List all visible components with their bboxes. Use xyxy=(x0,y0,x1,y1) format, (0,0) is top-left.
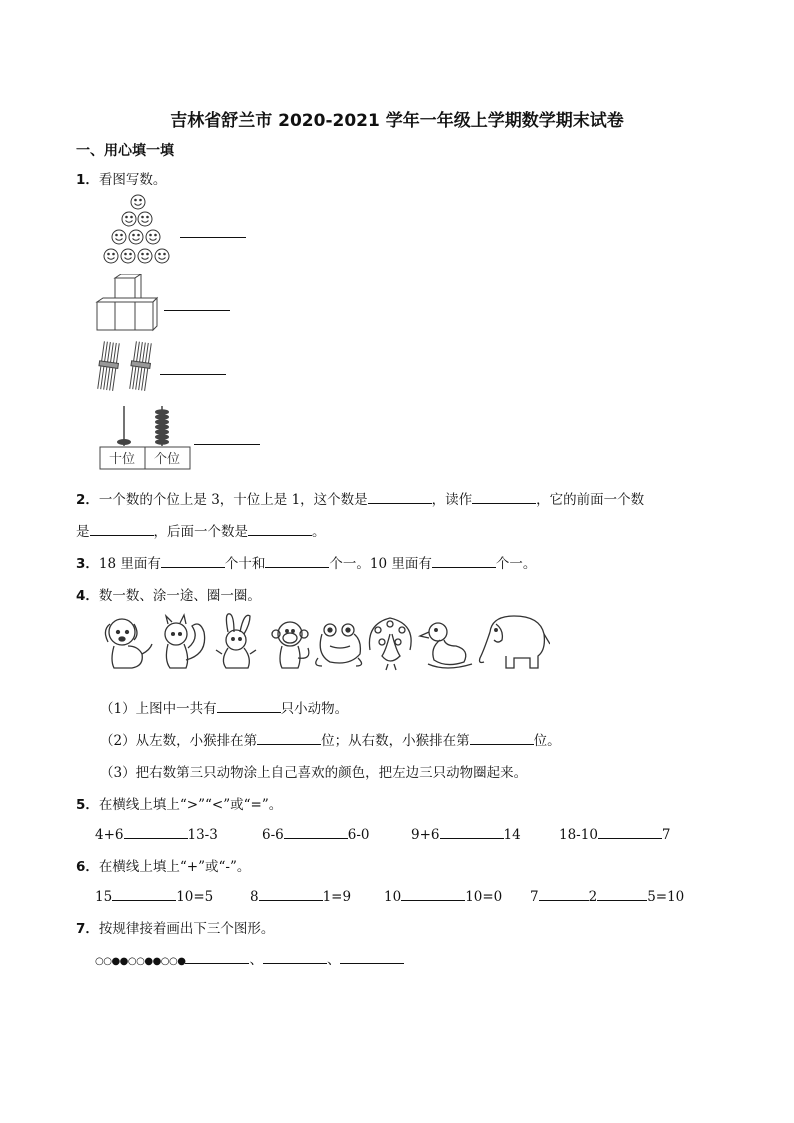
circle-pattern: ○○●●○○●●○○● xyxy=(95,956,186,967)
answer-blank[interactable] xyxy=(539,886,589,901)
question-5 xyxy=(76,793,282,813)
question-number: 7． xyxy=(76,921,99,937)
answer-blank[interactable] xyxy=(180,237,246,238)
question-text: 一个数的个位上是 3，十位上是 1，这个数是 xyxy=(98,492,368,508)
stick-bundles-image xyxy=(96,340,160,394)
question-1 xyxy=(76,168,166,188)
expression: 10=0 xyxy=(465,889,503,905)
question-text: 看图写数。 xyxy=(98,172,167,188)
answer-blank[interactable] xyxy=(161,553,225,568)
answer-blank[interactable] xyxy=(265,553,329,568)
q6-item xyxy=(530,886,684,905)
expression: 7 xyxy=(530,889,539,905)
q5-item xyxy=(411,824,521,843)
expression: 14 xyxy=(503,827,521,843)
question-text: 。 xyxy=(312,524,326,540)
expression: 13-3 xyxy=(187,827,218,843)
expression: 10 xyxy=(384,889,402,905)
expression: 18-10 xyxy=(559,827,598,843)
tens-label: 十位 xyxy=(108,452,136,467)
abacus-image xyxy=(98,402,194,472)
page-title: 吉林省舒兰市 2020-2021 学年一年级上学期数学期末试卷 xyxy=(170,111,624,131)
expression: 6-6 xyxy=(262,827,284,843)
question-text: ，读作 xyxy=(431,492,473,508)
answer-blank[interactable] xyxy=(284,824,348,839)
ones-label: 个位 xyxy=(153,452,181,467)
rabbit-icon xyxy=(216,614,256,668)
answer-blank[interactable] xyxy=(217,698,281,713)
answer-blank[interactable] xyxy=(257,730,321,745)
answer-blank[interactable] xyxy=(440,824,504,839)
question-number: 4． xyxy=(76,588,99,604)
expression: 7 xyxy=(661,827,671,843)
question-text: ，后面一个数是 xyxy=(153,524,248,540)
question-text: 个一。10 里面有 xyxy=(329,556,432,572)
answer-blank[interactable] xyxy=(598,824,662,839)
expression: 1=9 xyxy=(322,889,352,905)
answer-blank[interactable] xyxy=(263,949,327,964)
answer-blank[interactable] xyxy=(401,886,465,901)
q5-item xyxy=(95,824,218,843)
answer-blank[interactable] xyxy=(472,489,536,504)
q6-item xyxy=(250,886,351,905)
answer-blank[interactable] xyxy=(164,310,230,311)
expression: 8 xyxy=(250,889,259,905)
question-text: 18 里面有 xyxy=(98,556,161,572)
answer-blank[interactable] xyxy=(259,886,323,901)
question-text: 数一数、涂一途、圈一圈。 xyxy=(98,588,261,604)
duck-icon xyxy=(420,623,472,668)
question-text: 在横线上填上“+”或“-”。 xyxy=(98,859,251,875)
expression: 2 xyxy=(588,889,598,905)
question-4-part-1 xyxy=(100,697,348,717)
question-text: （1）上图中一共有 xyxy=(100,701,217,717)
animals-image xyxy=(100,610,550,674)
expression: 9+6 xyxy=(411,827,440,843)
answer-blank[interactable] xyxy=(470,730,534,745)
question-number: 6． xyxy=(76,859,99,875)
question-text: （2）从左数，小猴排在第 xyxy=(100,733,258,749)
dog-icon xyxy=(105,619,152,668)
q6-item xyxy=(384,886,502,905)
answer-blank[interactable] xyxy=(185,949,249,964)
answer-blank[interactable] xyxy=(340,949,404,964)
question-4-part-3: （3）把右数第三只动物涂上自己喜欢的颜色，把左边三只动物圈起来。 xyxy=(100,765,528,781)
question-text: 在横线上填上“>”“<”或“=”。 xyxy=(98,797,283,813)
cubes-image xyxy=(95,274,165,336)
answer-blank[interactable] xyxy=(368,489,432,504)
answer-blank[interactable] xyxy=(432,553,496,568)
question-text: 按规律接着画出下三个图形。 xyxy=(98,921,275,937)
elephant-icon xyxy=(480,616,551,668)
expression: 5=10 xyxy=(647,889,685,905)
question-number: 2． xyxy=(76,492,99,508)
q5-item xyxy=(559,824,671,843)
question-text: 个一。 xyxy=(495,556,537,572)
answer-blank[interactable] xyxy=(597,886,647,901)
question-text: 只小动物。 xyxy=(280,701,349,717)
question-3 xyxy=(76,552,536,572)
question-number: 1． xyxy=(76,172,99,188)
separator: 、 xyxy=(249,952,263,968)
separator: 、 xyxy=(326,952,341,968)
answer-blank[interactable] xyxy=(124,824,188,839)
frog-icon xyxy=(316,624,362,666)
question-text: 是 xyxy=(76,524,90,540)
answer-blank[interactable] xyxy=(194,444,260,445)
peacock-icon xyxy=(369,618,411,670)
q5-item xyxy=(262,824,370,843)
section-heading: 一、用心填一填 xyxy=(76,143,174,159)
answer-blank[interactable] xyxy=(112,886,176,901)
question-6 xyxy=(76,855,250,875)
question-text: ，它的前面一个数 xyxy=(536,492,645,508)
pattern-row xyxy=(95,948,404,968)
answer-blank[interactable] xyxy=(248,521,312,536)
q6-item xyxy=(95,886,213,905)
question-text: 位。 xyxy=(533,733,561,749)
smiley-faces-image xyxy=(100,193,180,273)
squirrel-icon xyxy=(165,615,205,668)
expression: 6-0 xyxy=(347,827,370,843)
question-2 xyxy=(76,488,644,508)
question-4 xyxy=(76,584,261,604)
expression: 10=5 xyxy=(176,889,214,905)
question-text: 位；从右数，小猴排在第 xyxy=(321,733,470,749)
answer-blank[interactable] xyxy=(90,521,154,536)
expression: 4+6 xyxy=(95,827,124,843)
question-number: 3． xyxy=(76,556,99,572)
monkey-icon xyxy=(272,622,309,668)
question-text: 个十和 xyxy=(224,556,266,572)
answer-blank[interactable] xyxy=(160,374,226,375)
question-4-part-2 xyxy=(100,729,561,749)
question-7 xyxy=(76,917,274,937)
question-2-line2 xyxy=(76,520,326,540)
question-number: 5． xyxy=(76,797,99,813)
expression: 15 xyxy=(95,889,113,905)
